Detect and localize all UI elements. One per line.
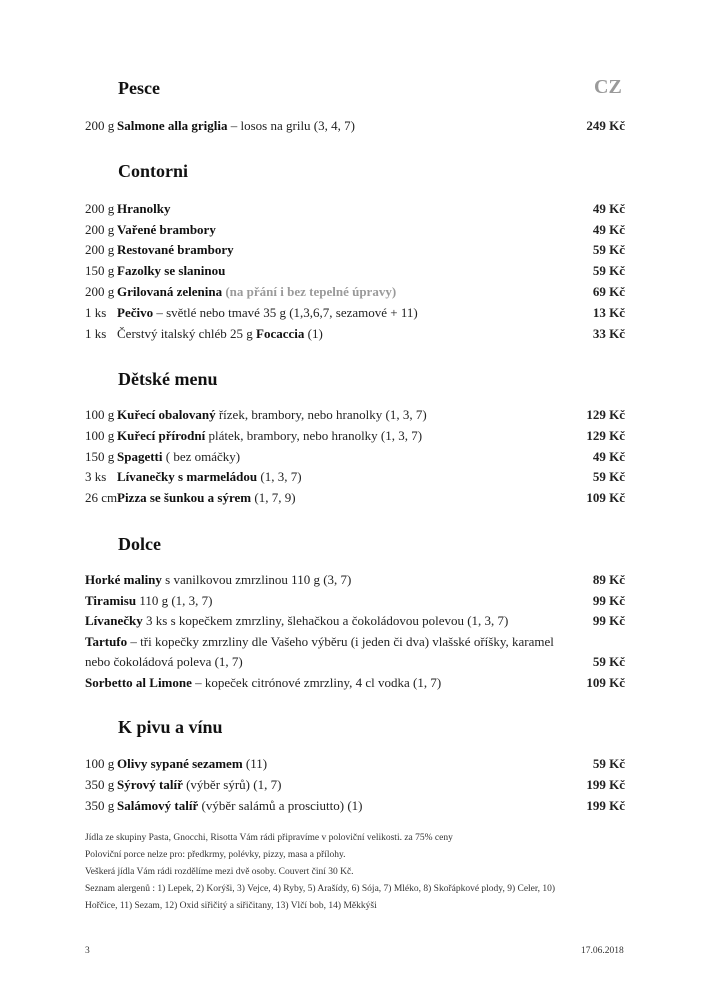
menu-item xyxy=(85,303,625,323)
menu-item xyxy=(85,632,625,652)
section-title-contorni: Contorni xyxy=(118,161,189,181)
menu-item xyxy=(85,426,625,446)
item-detail: řízek, brambory, nebo hranolky (1, 3, 7) xyxy=(215,407,427,422)
item-name: Sorbetto al Limone xyxy=(85,675,192,690)
section-title-dolce: Dolce xyxy=(118,534,161,554)
item-price: 59 Kč xyxy=(592,242,625,257)
menu-item xyxy=(85,652,625,672)
item-price: 99 Kč xyxy=(592,613,625,628)
item-name: Grilovaná zelenina xyxy=(117,284,223,299)
item-detail: (1, 7, 9) xyxy=(251,490,296,505)
item-description xyxy=(117,324,323,344)
item-name: Kuřecí obalovaný xyxy=(117,407,216,422)
menu-item xyxy=(85,199,625,219)
item-description xyxy=(117,240,234,260)
item-name: Pečivo xyxy=(117,305,154,320)
item-price: 199 Kč xyxy=(586,777,625,792)
item-quantity: 100 g xyxy=(85,407,115,422)
item-description xyxy=(117,303,418,323)
menu-item xyxy=(85,240,625,260)
menu-item xyxy=(85,673,625,693)
item-name: Hranolky xyxy=(117,201,171,216)
item-quantity: 100 g xyxy=(85,756,115,771)
item-quantity: 150 g xyxy=(85,263,115,278)
item-description xyxy=(117,796,363,816)
item-description xyxy=(117,467,302,487)
item-price: 129 Kč xyxy=(586,407,625,422)
menu-item xyxy=(85,611,625,631)
note-line: Veškerá jídla Vám rádi rozdělíme mezi dvě osoby. Couvert činí 30 Kč. xyxy=(85,867,354,877)
item-name: Lívanečky xyxy=(85,613,143,628)
menu-item xyxy=(85,282,625,302)
item-detail: – světlé nebo tmavé 35 g (1,3,6,7, sezamové + 11) xyxy=(153,305,418,320)
item-price: 249 Kč xyxy=(586,118,625,133)
item-price: 99 Kč xyxy=(592,593,625,608)
item-name: Focaccia xyxy=(256,326,305,341)
item-price: 59 Kč xyxy=(592,756,625,771)
lang-label: CZ xyxy=(594,76,622,98)
note-line: Jídla ze skupiny Pasta, Gnocchi, Risotta Vám rádi připravíme v poloviční velikosti. za 75% ceny xyxy=(85,833,453,843)
item-quantity: 3 ks xyxy=(85,469,107,484)
item-note: (na přání i bez tepelné úpravy) xyxy=(222,284,397,299)
item-quantity: 1 ks xyxy=(85,305,107,320)
item-name: Sýrový talíř xyxy=(117,777,183,792)
item-description xyxy=(85,632,554,652)
menu-item xyxy=(85,405,625,425)
item-description xyxy=(117,754,267,774)
page-number: 3 xyxy=(85,946,90,956)
item-quantity: 200 g xyxy=(85,118,115,133)
menu-item xyxy=(85,116,625,136)
item-quantity: 26 cm xyxy=(85,490,118,505)
section-title-kids: Dětské menu xyxy=(118,369,218,389)
menu-item xyxy=(85,488,625,508)
item-name: Tiramisu xyxy=(85,593,137,608)
item-quantity: 350 g xyxy=(85,798,115,813)
item-name: Olivy sypané sezamem xyxy=(117,756,243,771)
item-price: 109 Kč xyxy=(586,675,625,690)
item-price: 59 Kč xyxy=(592,654,625,669)
item-price: 199 Kč xyxy=(586,798,625,813)
menu-item xyxy=(85,775,625,795)
item-description xyxy=(117,405,427,425)
item-name: Salámový talíř xyxy=(117,798,199,813)
item-detail: (výběr sýrů) (1, 7) xyxy=(182,777,282,792)
item-prefix: Čerstvý italský chléb 25 g xyxy=(117,326,257,341)
item-name: Spagetti xyxy=(117,449,163,464)
item-price: 59 Kč xyxy=(592,263,625,278)
item-quantity: 100 g xyxy=(85,428,115,443)
item-price: 13 Kč xyxy=(592,305,625,320)
item-description xyxy=(117,282,396,302)
item-description xyxy=(85,673,441,693)
item-price: 49 Kč xyxy=(592,201,625,216)
item-detail: 3 ks s kopečkem zmrzliny, šlehačkou a čokoládovou polevou (1, 3, 7) xyxy=(142,613,509,628)
item-name: Fazolky se slaninou xyxy=(117,263,226,278)
menu-item xyxy=(85,324,625,344)
item-price: 69 Kč xyxy=(592,284,625,299)
item-quantity: 1 ks xyxy=(85,326,107,341)
item-description xyxy=(117,775,281,795)
menu-item xyxy=(85,220,625,240)
notes xyxy=(85,830,625,915)
item-price: 49 Kč xyxy=(592,222,625,237)
item-description xyxy=(117,447,240,467)
item-name: Tartufo xyxy=(85,634,128,649)
menu-item xyxy=(85,570,625,590)
menu-item xyxy=(85,796,625,816)
menu-item xyxy=(85,261,625,281)
item-detail: (výběr salámů a prosciutto) (1) xyxy=(198,798,363,813)
item-description xyxy=(117,261,225,281)
item-name: Pizza se šunkou a sýrem xyxy=(117,490,252,505)
note-line: Poloviční porce nelze pro: předkrmy, polévky, pizzy, masa a přílohy. xyxy=(85,850,346,860)
item-price: 129 Kč xyxy=(586,428,625,443)
item-description xyxy=(117,116,355,136)
item-description xyxy=(85,611,508,631)
item-price: 33 Kč xyxy=(592,326,625,341)
menu-item xyxy=(85,467,625,487)
item-description xyxy=(117,426,422,446)
section-title-beer: K pivu a vínu xyxy=(118,717,223,737)
item-description xyxy=(85,570,351,590)
item-detail: – kopeček citrónové zmrzliny, 4 cl vodka (1, 7) xyxy=(191,675,442,690)
item-detail: 110 g (1, 3, 7) xyxy=(136,593,213,608)
item-description xyxy=(85,652,243,672)
item-detail: (11) xyxy=(242,756,268,771)
item-name: Vařené brambory xyxy=(117,222,216,237)
item-name: Horké maliny xyxy=(85,572,162,587)
item-detail: (1, 3, 7) xyxy=(257,469,302,484)
item-price: 49 Kč xyxy=(592,449,625,464)
item-detail: s vanilkovou zmrzlinou 110 g (3, 7) xyxy=(161,572,352,587)
item-quantity: 200 g xyxy=(85,284,115,299)
item-description xyxy=(117,199,170,219)
item-description xyxy=(85,591,213,611)
item-quantity: 350 g xyxy=(85,777,115,792)
menu-item xyxy=(85,591,625,611)
item-price: 59 Kč xyxy=(592,469,625,484)
item-quantity: 200 g xyxy=(85,222,115,237)
item-quantity: 200 g xyxy=(85,242,115,257)
item-detail: – losos na grilu (3, 4, 7) xyxy=(227,118,355,133)
item-detail: ( bez omáčky) xyxy=(162,449,241,464)
menu-item xyxy=(85,754,625,774)
item-name: Restované brambory xyxy=(117,242,234,257)
item-price: 109 Kč xyxy=(586,490,625,505)
footer-date: 17.06.2018 xyxy=(581,946,624,956)
item-detail: (1) xyxy=(304,326,323,341)
item-quantity: 200 g xyxy=(85,201,115,216)
item-detail: – tři kopečky zmrzliny dle Vašeho výběru (i jeden či dva) vlašské oříšky, karamel xyxy=(127,634,554,649)
item-name: Salmone alla griglia xyxy=(117,118,228,133)
item-price: 89 Kč xyxy=(592,572,625,587)
item-quantity: 150 g xyxy=(85,449,115,464)
item-name: Kuřecí přírodní xyxy=(117,428,206,443)
menu-item xyxy=(85,447,625,467)
item-detail: nebo čokoládová poleva (1, 7) xyxy=(85,654,243,669)
section-title-pesce: Pesce xyxy=(118,78,160,98)
item-description xyxy=(117,220,216,240)
note-line: Hořčice, 11) Sezam, 12) Oxid siřičitý a siřičitany, 13) Vlčí bob, 14) Měkkýši xyxy=(85,901,377,911)
item-description xyxy=(117,488,296,508)
item-name: Lívanečky s marmeládou xyxy=(117,469,258,484)
note-line: Seznam alergenů : 1) Lepek, 2) Korýši, 3) Vejce, 4) Ryby, 5) Arašídy, 6) Sója, 7) Mléko, 8) Skořápkové plody, 9) Celer, 10) xyxy=(85,884,556,894)
item-detail: plátek, brambory, nebo hranolky (1, 3, 7) xyxy=(205,428,423,443)
